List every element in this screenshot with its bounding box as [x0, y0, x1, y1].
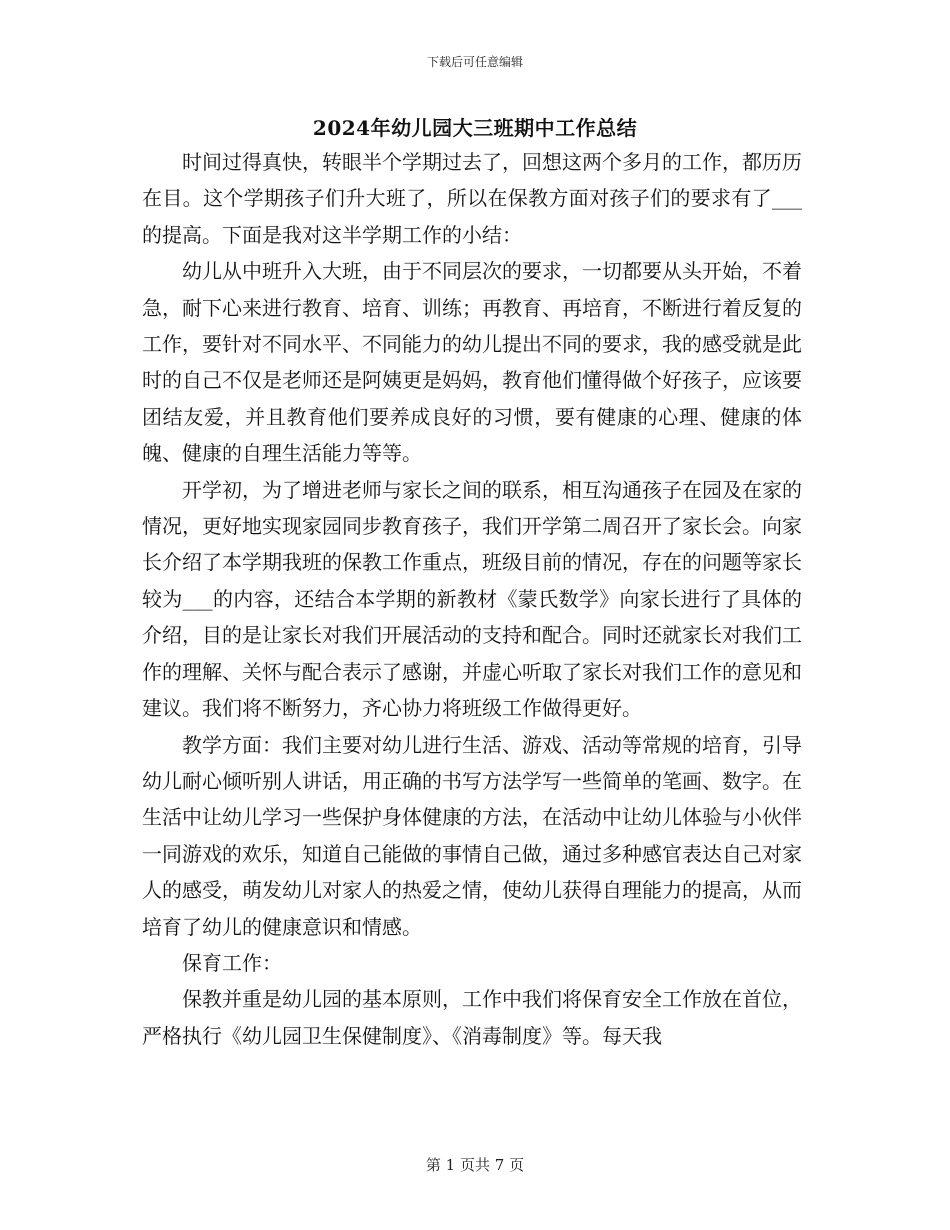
paragraph-care-heading: 保育工作： — [182, 950, 282, 975]
page-header-note: 下载后可任意编辑 — [426, 55, 523, 69]
paragraph-intro: 时间过得真快，转眼半个学期过去了，回想这两个多月的工作，都历历在目。这个学期孩子们升大班了，所以在保教方面对孩子们的要求有了___的提高。下面是我对这半学期工作的小结： — [142, 150, 802, 247]
paragraph-teaching: 教学方面：我们主要对幼儿进行生活、游戏、活动等常规的培育，引导幼儿耐心倾听别人讲话，用正确的书写方法学写一些简单的笔画、数字。在生活中让幼儿学习一些保护身体健康的方法，在活动中让幼儿体验与小伙伴一同游戏的欢乐，知道自己能做的事情自己做，通过多种感官表达自己对家人的感受，萌发幼儿对家人的热爱之情，使幼儿获得自理能力的提高，从而培育了幼儿的健康意识和情感。 — [142, 732, 802, 939]
page-number: 第 1 页共 7 页 — [425, 1156, 525, 1174]
document-body — [142, 144, 802, 1054]
paragraph-care-body: 保教并重是幼儿园的基本原则，工作中我们将保育安全工作放在首位，严格执行《幼儿园卫生保健制度》、《消毒制度》等。每天我 — [142, 987, 802, 1048]
paragraph-parent-meeting: 开学初，为了增进老师与家长之间的联系，相互沟通孩子在园及在家的情况，更好地实现家园同步教育孩子，我们开学第二周召开了家长会。向家长介绍了本学期我班的保教工作重点，班级目前的情况，存在的问题等家长较为___的内容，还结合本学期的新教材《蒙氏数学》向家长进行了具体的介绍，目的是让家长对我们开展活动的支持和配合。同时还就家长对我们工作的理解、关怀与配合表示了感谢，并虚心听取了家长对我们工作的意见和建议。我们将不断努力，齐心协力将班级工作做得更好。 — [142, 477, 802, 721]
paragraph-class-transition: 幼儿从中班升入大班，由于不同层次的要求，一切都要从头开始，不着急，耐下心来进行教育、培育、训练；再教育、再培育，不断进行着反复的工作，要针对不同水平、不同能力的幼儿提出不同的要求，我的感受就是此时的自己不仅是老师还是阿姨更是妈妈，教育他们懂得做个好孩子，应该要团结友爱，并且教育他们要养成良好的习惯，要有健康的心理、健康的体魄、健康的自理生活能力等等。 — [142, 259, 802, 466]
document-title: 2024年幼儿园大三班期中工作总结 — [312, 116, 638, 140]
